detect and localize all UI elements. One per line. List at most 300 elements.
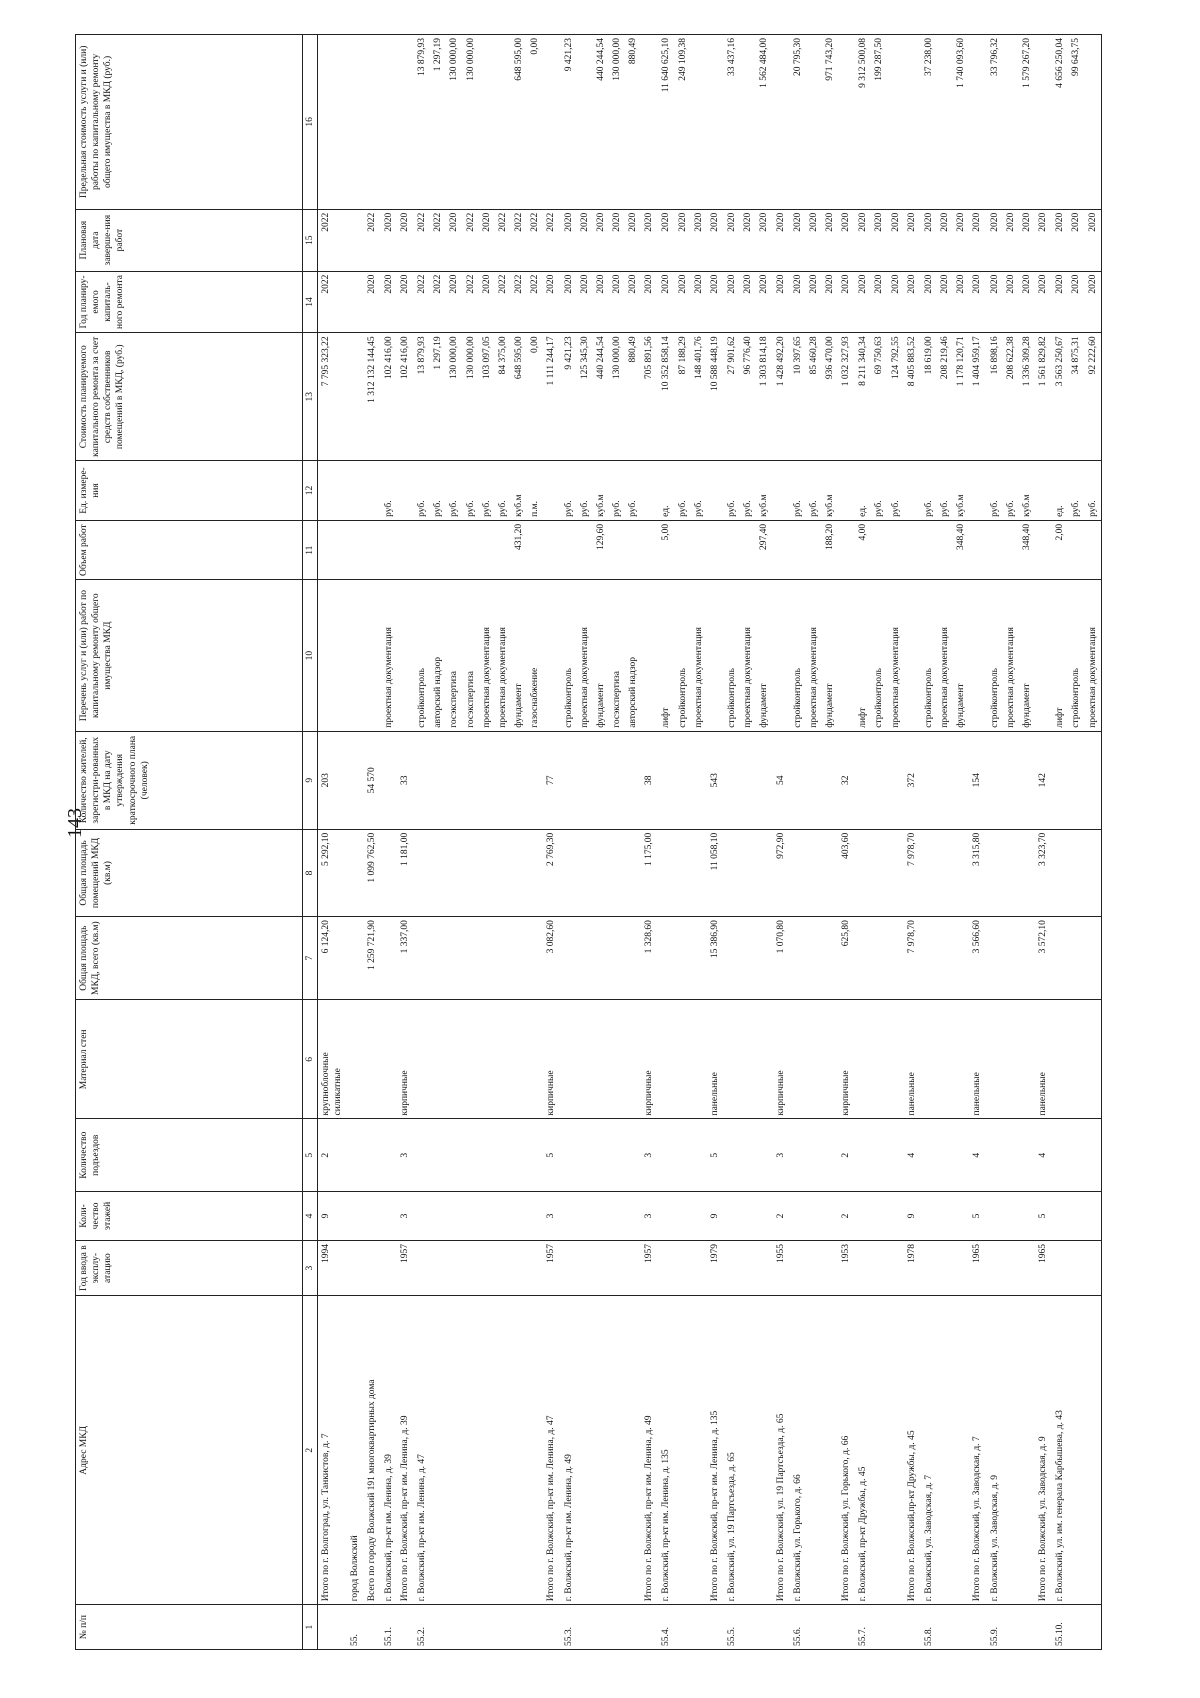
table-cell — [986, 1000, 1003, 1119]
table-cell: 33 796,32 — [986, 35, 1003, 210]
table-cell — [937, 829, 953, 916]
table-cell: руб. — [691, 461, 707, 521]
table-cell — [937, 731, 953, 829]
table-row — [511, 35, 527, 1650]
table-cell: 55.10. — [1051, 1605, 1068, 1650]
table-cell — [657, 829, 674, 916]
table-cell: 2020 — [822, 209, 838, 271]
table-cell — [806, 1119, 822, 1191]
table-cell: г. Волжский, ул. Заводская, д. 7 — [920, 1296, 937, 1605]
table-cell — [675, 917, 691, 1000]
table-cell — [806, 1296, 822, 1605]
table-cell — [691, 1119, 707, 1191]
table-cell: 2020 — [789, 209, 806, 271]
table-row — [969, 35, 985, 1650]
table-cell — [888, 1240, 904, 1295]
table-cell — [773, 580, 789, 731]
table-cell — [527, 1119, 543, 1191]
table-row — [527, 35, 543, 1650]
table-cell — [1068, 1296, 1084, 1605]
table-cell: 1 099 762,50 — [364, 829, 380, 916]
table-cell: руб. — [871, 461, 887, 521]
table-cell: 32 — [838, 731, 854, 829]
table-cell — [1019, 1240, 1035, 1295]
table-cell: 2022 — [413, 271, 430, 333]
table-cell: 2022 — [318, 209, 347, 271]
table-cell — [806, 1191, 822, 1240]
table-cell — [495, 1119, 511, 1191]
table-cell: 2020 — [986, 209, 1003, 271]
table-cell — [1003, 1119, 1019, 1191]
table-cell — [822, 1296, 838, 1605]
table-cell: лифт — [1051, 580, 1068, 731]
table-cell: г. Волжский, пр-кт им. Ленина, д. 39 — [380, 1296, 397, 1605]
table-cell — [920, 829, 937, 916]
table-cell — [593, 1296, 609, 1605]
table-cell — [675, 520, 691, 580]
table-cell: 2 — [318, 1119, 347, 1191]
table-cell — [446, 917, 462, 1000]
table-cell: 2020 — [1035, 271, 1051, 333]
table-cell — [675, 1000, 691, 1119]
column-number-16: 16 — [303, 35, 318, 210]
table-cell — [1068, 829, 1084, 916]
table-cell — [413, 1191, 430, 1240]
table-cell — [822, 1119, 838, 1191]
table-cell — [1085, 1296, 1102, 1605]
table-cell: 1 303 814,18 — [756, 333, 772, 461]
table-row — [657, 35, 674, 1650]
table-cell: 1955 — [773, 1240, 789, 1295]
table-cell — [609, 917, 625, 1000]
table-cell: руб. — [446, 461, 462, 521]
table-cell — [495, 1605, 511, 1650]
table-cell: 372 — [904, 731, 920, 829]
table-cell — [413, 917, 430, 1000]
table-cell — [446, 520, 462, 580]
table-cell — [986, 1119, 1003, 1191]
table-cell — [430, 1240, 446, 1295]
table-cell: 7 795 323,22 — [318, 333, 347, 461]
table-cell — [691, 917, 707, 1000]
table-cell — [789, 731, 806, 829]
table-cell — [657, 731, 674, 829]
table-cell: руб. — [609, 461, 625, 521]
table-cell — [740, 917, 756, 1000]
table-cell: 2020 — [740, 271, 756, 333]
table-cell — [707, 35, 723, 210]
table-cell: проектная документация — [1085, 580, 1102, 731]
table-cell — [953, 917, 969, 1000]
table-cell: Итого по г. Волжский, ул. Горького, д. 66 — [838, 1296, 854, 1605]
table-cell — [723, 1000, 740, 1119]
table-cell — [593, 1119, 609, 1191]
table-cell — [691, 1296, 707, 1605]
table-cell: стройконтроль — [986, 580, 1003, 731]
table-cell: 6 124,20 — [318, 917, 347, 1000]
table-row — [641, 35, 657, 1650]
table-cell: руб. — [560, 461, 577, 521]
header-col-9: Количество жителей, зарегистри-рованных в МКД на дату утверждения краткосрочного плана (человек) — [76, 731, 303, 829]
table-cell — [953, 1119, 969, 1191]
table-cell — [1003, 35, 1019, 210]
table-cell — [789, 829, 806, 916]
table-cell — [920, 917, 937, 1000]
table-cell — [953, 829, 969, 916]
table-cell — [789, 1240, 806, 1295]
table-cell — [495, 35, 511, 210]
table-cell: 2020 — [577, 209, 593, 271]
table-cell — [593, 731, 609, 829]
table-cell: 2020 — [1035, 209, 1051, 271]
table-cell: 403,60 — [838, 829, 854, 916]
table-cell — [888, 1191, 904, 1240]
table-cell — [641, 1605, 657, 1650]
table-cell: 4 — [969, 1119, 985, 1191]
table-cell — [937, 1240, 953, 1295]
table-cell — [1003, 1000, 1019, 1119]
table-cell: 9 312 500,08 — [854, 35, 871, 210]
table-cell — [986, 520, 1003, 580]
table-cell — [838, 580, 854, 731]
table-cell: 92 222,60 — [1085, 333, 1102, 461]
header-col-2: Адрес МКД — [76, 1296, 303, 1605]
table-row — [723, 35, 740, 1650]
table-cell: 3 315,80 — [969, 829, 985, 916]
table-cell: 2020 — [871, 271, 887, 333]
table-cell — [723, 1191, 740, 1240]
table-cell — [888, 1000, 904, 1119]
table-cell: 5,00 — [657, 520, 674, 580]
table-cell: 2020 — [789, 271, 806, 333]
table-cell — [463, 1000, 479, 1119]
table-cell — [413, 1000, 430, 1119]
table-cell: 348,40 — [953, 520, 969, 580]
table-cell: лифт — [854, 580, 871, 731]
table-cell: 2022 — [430, 271, 446, 333]
table-cell — [397, 1605, 413, 1650]
table-cell: руб. — [495, 461, 511, 521]
table-cell — [854, 1240, 871, 1295]
table-cell — [756, 917, 772, 1000]
table-cell: 880,49 — [625, 333, 641, 461]
table-cell — [937, 520, 953, 580]
table-cell — [871, 1000, 887, 1119]
table-cell: 2020 — [593, 209, 609, 271]
table-cell — [675, 1119, 691, 1191]
table-cell: ед. — [854, 461, 871, 521]
table-cell — [560, 731, 577, 829]
table-cell — [691, 829, 707, 916]
table-cell — [430, 1605, 446, 1650]
table-cell — [953, 1000, 969, 1119]
table-cell: куб.м — [822, 461, 838, 521]
table-cell — [495, 1191, 511, 1240]
table-cell — [1003, 1296, 1019, 1605]
table-cell — [838, 461, 854, 521]
table-cell — [511, 1240, 527, 1295]
table-cell — [397, 520, 413, 580]
table-cell: 102 416,00 — [380, 333, 397, 461]
table-cell: руб. — [430, 461, 446, 521]
table-cell: 130 000,00 — [463, 333, 479, 461]
table-cell — [430, 520, 446, 580]
table-row — [888, 35, 904, 1650]
table-cell — [346, 580, 363, 731]
table-cell: руб. — [413, 461, 430, 521]
table-cell: 971 743,20 — [822, 35, 838, 210]
table-cell: 2020 — [756, 271, 772, 333]
table-row — [463, 35, 479, 1650]
table-cell: стройконтроль — [675, 580, 691, 731]
column-number-3: 3 — [303, 1240, 318, 1295]
table-cell: 0,00 — [527, 333, 543, 461]
table-cell: стройконтроль — [920, 580, 937, 731]
table-cell — [346, 1000, 363, 1119]
table-cell: 55.7. — [854, 1605, 871, 1650]
header-col-6: Материал стен — [76, 1000, 303, 1119]
table-cell: 55. — [346, 1605, 363, 1650]
table-cell — [446, 1240, 462, 1295]
table-cell: 2020 — [822, 271, 838, 333]
column-number-13: 13 — [303, 333, 318, 461]
table-cell: 2020 — [756, 209, 772, 271]
table-cell — [527, 1605, 543, 1650]
table-cell — [789, 1191, 806, 1240]
table-row — [1068, 35, 1084, 1650]
table-cell: стройконтроль — [789, 580, 806, 731]
table-cell — [511, 1000, 527, 1119]
table-cell — [888, 731, 904, 829]
header-col-8: Общая площадь помещений МКД (кв.м) — [76, 829, 303, 916]
table-cell — [675, 1605, 691, 1650]
table-cell: 2022 — [463, 209, 479, 271]
header-col-16: Предельная стоимость услуги и (или) работы по капитальному ремонту общего имущества в МКД (руб.) — [76, 35, 303, 210]
page-number: 143 — [64, 808, 86, 838]
table-cell: панельные — [1035, 1000, 1051, 1119]
table-cell: 20 795,30 — [789, 35, 806, 210]
table-cell: 2020 — [723, 271, 740, 333]
table-cell — [364, 461, 380, 521]
table-cell — [479, 1191, 495, 1240]
table-cell: 129,60 — [593, 520, 609, 580]
table-cell: 2020 — [625, 271, 641, 333]
table-cell — [1019, 1296, 1035, 1605]
table-cell: 2020 — [675, 209, 691, 271]
table-cell — [723, 917, 740, 1000]
table-cell: 5 — [707, 1119, 723, 1191]
table-cell — [871, 1119, 887, 1191]
table-cell — [1068, 520, 1084, 580]
table-cell: куб.м — [756, 461, 772, 521]
table-cell: 2020 — [904, 271, 920, 333]
table-cell: город Волжский — [346, 1296, 363, 1605]
table-cell — [380, 1000, 397, 1119]
table-cell: 1 181,00 — [397, 829, 413, 916]
table-cell — [364, 1605, 380, 1650]
table-cell: 2022 — [413, 209, 430, 271]
table-cell: 2020 — [773, 209, 789, 271]
table-cell — [953, 1191, 969, 1240]
table-cell — [723, 1240, 740, 1295]
table-cell — [937, 1605, 953, 1650]
table-cell: 2020 — [953, 271, 969, 333]
table-cell: 2020 — [609, 271, 625, 333]
table-cell: 1 111 244,17 — [543, 333, 559, 461]
table-cell: 1994 — [318, 1240, 347, 1295]
table-cell — [511, 731, 527, 829]
table-cell: 84 375,00 — [495, 333, 511, 461]
table-cell — [822, 1000, 838, 1119]
table-cell: Итого по г. Волжский, пр-кт им. Ленина, д. 39 — [397, 1296, 413, 1605]
table-cell: 2020 — [871, 209, 887, 271]
table-cell: 5 — [969, 1191, 985, 1240]
table-cell: 2020 — [806, 271, 822, 333]
table-cell — [527, 1000, 543, 1119]
table-cell — [430, 731, 446, 829]
table-cell: г. Волжский, пр-кт им. Ленина, д. 47 — [413, 1296, 430, 1605]
table-cell — [609, 1296, 625, 1605]
table-cell: 880,49 — [625, 35, 641, 210]
table-cell: 1 337,00 — [397, 917, 413, 1000]
table-cell: 203 — [318, 731, 347, 829]
table-cell: 54 — [773, 731, 789, 829]
table-cell — [953, 1605, 969, 1650]
table-cell — [1019, 917, 1035, 1000]
table-cell — [1003, 520, 1019, 580]
table-cell — [740, 1119, 756, 1191]
table-cell: руб. — [986, 461, 1003, 521]
table-cell: г. Волжский, пр-кт им. Ленина, д. 135 — [657, 1296, 674, 1605]
table-cell — [495, 1296, 511, 1605]
table-cell: 9 421,23 — [560, 333, 577, 461]
table-cell: 2,00 — [1051, 520, 1068, 580]
table-cell — [838, 1605, 854, 1650]
column-number-8: 8 — [303, 829, 318, 916]
table-cell — [380, 731, 397, 829]
table-cell — [463, 1191, 479, 1240]
table-cell: 2020 — [904, 209, 920, 271]
table-cell: лифт — [657, 580, 674, 731]
table-cell: 1953 — [838, 1240, 854, 1295]
table-cell — [657, 1119, 674, 1191]
table-cell: 3 566,60 — [969, 917, 985, 1000]
header-col-3: Год ввода в эксплу-атацию — [76, 1240, 303, 1295]
table-cell — [789, 520, 806, 580]
table-cell — [691, 35, 707, 210]
table-cell — [986, 829, 1003, 916]
table-cell — [920, 1191, 937, 1240]
table-cell — [318, 520, 347, 580]
table-cell — [346, 35, 363, 210]
table-cell: 130 000,00 — [463, 35, 479, 210]
table-cell: 1957 — [641, 1240, 657, 1295]
table-cell: 124 792,55 — [888, 333, 904, 461]
table-cell: 34 875,31 — [1068, 333, 1084, 461]
table-cell: 2020 — [1085, 271, 1102, 333]
table-cell — [657, 917, 674, 1000]
table-cell — [543, 580, 559, 731]
table-cell: проектная документация — [806, 580, 822, 731]
table-cell — [871, 1240, 887, 1295]
table-cell — [1051, 731, 1068, 829]
table-cell — [1085, 35, 1102, 210]
table-cell — [625, 1191, 641, 1240]
table-cell — [609, 1605, 625, 1650]
table-cell: 208 219,46 — [937, 333, 953, 461]
table-cell: проектная документация — [577, 580, 593, 731]
table-cell: крупноблочные силикатные — [318, 1000, 347, 1119]
table-cell: проектная документация — [1003, 580, 1019, 731]
table-cell — [888, 917, 904, 1000]
table-cell — [707, 461, 723, 521]
table-cell — [397, 35, 413, 210]
table-cell — [511, 829, 527, 916]
table-row — [756, 35, 772, 1650]
table-cell — [854, 1191, 871, 1240]
table-cell: 2020 — [479, 271, 495, 333]
table-cell — [609, 1119, 625, 1191]
table-cell: 125 345,30 — [577, 333, 593, 461]
table-cell — [495, 1000, 511, 1119]
table-cell — [1051, 1119, 1068, 1191]
table-cell: 2020 — [953, 209, 969, 271]
table-cell: 2 769,30 — [543, 829, 559, 916]
table-cell — [969, 520, 985, 580]
table-cell: 1 404 959,17 — [969, 333, 985, 461]
column-number-9: 9 — [303, 731, 318, 829]
table-cell: 2022 — [318, 271, 347, 333]
table-row — [691, 35, 707, 1650]
table-cell: 2020 — [773, 271, 789, 333]
table-cell: 99 643,75 — [1068, 35, 1084, 210]
table-cell — [871, 1605, 887, 1650]
table-row — [1035, 35, 1051, 1650]
table-cell — [888, 520, 904, 580]
table-cell: фундамент — [593, 580, 609, 731]
table-cell: проектная документация — [380, 580, 397, 731]
table-cell — [318, 1605, 347, 1650]
table-cell — [1085, 1240, 1102, 1295]
table-cell — [430, 1296, 446, 1605]
table-cell — [920, 1240, 937, 1295]
table-cell — [560, 829, 577, 916]
table-cell: 1 562 484,00 — [756, 35, 772, 210]
table-cell — [543, 520, 559, 580]
table-cell — [380, 35, 397, 210]
table-cell: 2020 — [593, 271, 609, 333]
table-cell — [1003, 1240, 1019, 1295]
table-cell: стройконтроль — [413, 580, 430, 731]
table-row — [920, 35, 937, 1650]
table-row — [1019, 35, 1035, 1650]
table-cell: 102 416,00 — [397, 333, 413, 461]
table-cell: кирпичные — [397, 1000, 413, 1119]
table-cell: 1965 — [1035, 1240, 1051, 1295]
column-number-7: 7 — [303, 917, 318, 1000]
table-cell — [740, 1605, 756, 1650]
table-cell: 1 259 721,90 — [364, 917, 380, 1000]
table-cell — [577, 731, 593, 829]
table-cell — [920, 520, 937, 580]
table-cell: 543 — [707, 731, 723, 829]
table-cell: 2020 — [838, 209, 854, 271]
table-cell: 2022 — [364, 209, 380, 271]
table-cell: 3 — [543, 1191, 559, 1240]
rotated-table-container — [75, 34, 1132, 1650]
table-cell — [937, 35, 953, 210]
table-row — [495, 35, 511, 1650]
